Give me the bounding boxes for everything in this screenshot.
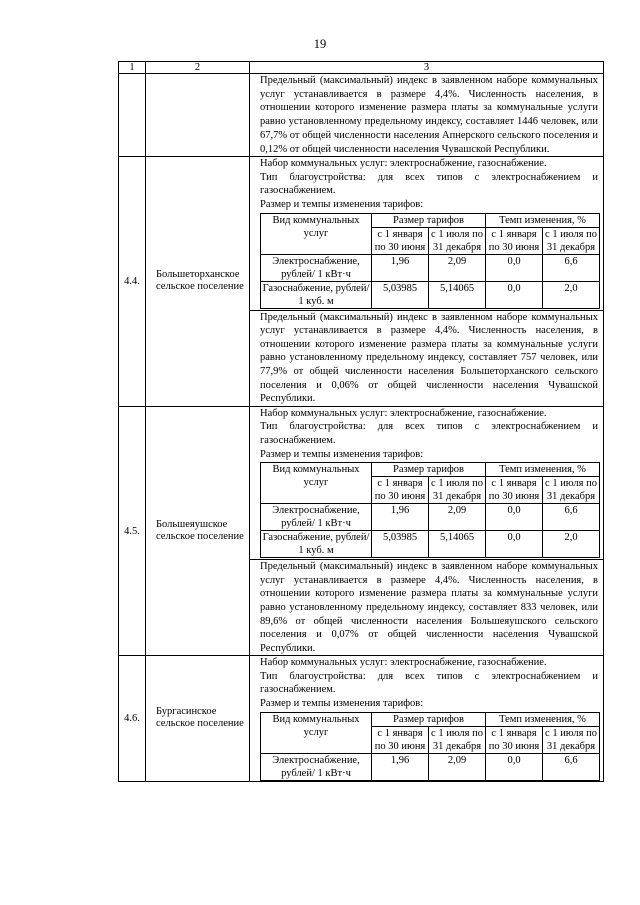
improvement-type-text: Тип благоустройства: для всех типов с электроснабжением и газоснабжением. (260, 670, 598, 696)
settlement-name: Большеяушское сельское поселение (146, 406, 250, 656)
rate-value: 0,0 (486, 504, 543, 531)
rates-table (260, 712, 600, 781)
rate-value: 0,0 (486, 531, 543, 558)
population-paragraph: Предельный (максимальный) индекс в заявленном наборе коммунальных услуг устанавливается в размере 4,4%. Численность населения, в отношении которого изменение размера платы за коммунальные услуги равно установленному предельному индексу, составляет 1446 человек, или 67,7% от общей численности населения Апнерского сельского поселения и 0,12% от общей численности населения Чувашской Республики. (260, 75, 598, 155)
rate-value: 6,6 (543, 504, 600, 531)
kind-header: Вид коммунальных услуг (261, 463, 372, 504)
section-number: 4.4. (119, 157, 146, 407)
tariff-value: 2,09 (429, 753, 486, 780)
rates-heading: Размер и темпы изменения тарифов: (260, 448, 424, 460)
continuation-row (119, 74, 604, 157)
rate-value: 2,0 (543, 281, 600, 308)
service-name: Электроснабжение, рублей/ 1 кВт·ч (261, 504, 372, 531)
period-header: с 1 июля по 31 декабря (543, 227, 600, 254)
period-header: с 1 июля по 31 декабря (543, 726, 600, 753)
services-set-text: Набор коммунальных услуг: электроснабжение, газоснабжение. (260, 657, 547, 669)
section-content (250, 157, 604, 407)
settlement-name: Бургасинское сельское поселение (146, 656, 250, 781)
tariff-value: 1,96 (372, 504, 429, 531)
header-row (119, 62, 604, 74)
rate-value: 2,0 (543, 531, 600, 558)
rate-value: 6,6 (543, 254, 600, 281)
period-header: с 1 января по 30 июня (486, 477, 543, 504)
rate-header: Темп изменения, % (486, 712, 600, 726)
services-set-text: Набор коммунальных услуг: электроснабжение, газоснабжение. (260, 158, 547, 170)
tariff-value: 1,96 (372, 753, 429, 780)
kind-header: Вид коммунальных услуг (261, 213, 372, 254)
table-row (261, 254, 600, 281)
services-set-text: Набор коммунальных услуг: электроснабжение, газоснабжение. (260, 407, 547, 419)
size-header: Размер тарифов (372, 463, 486, 477)
period-header: с 1 января по 30 июня (372, 477, 429, 504)
period-header: с 1 января по 30 июня (486, 726, 543, 753)
service-name: Газоснабжение, рублей/ 1 куб. м (261, 281, 372, 308)
service-name: Газоснабжение, рублей/ 1 куб. м (261, 531, 372, 558)
section-row (119, 406, 604, 656)
continuation-num (119, 74, 146, 157)
section-number: 4.6. (119, 656, 146, 781)
tariff-value: 5,14065 (429, 531, 486, 558)
table-row (261, 504, 600, 531)
tariff-table (118, 61, 604, 782)
kind-header: Вид коммунальных услуг (261, 712, 372, 753)
period-header: с 1 июля по 31 декабря (429, 227, 486, 254)
period-header: с 1 января по 30 июня (372, 726, 429, 753)
period-header: с 1 июля по 31 декабря (429, 726, 486, 753)
settlement-name: Большеторханское сельское поселение (146, 157, 250, 407)
service-name: Электроснабжение, рублей/ 1 кВт·ч (261, 753, 372, 780)
rate-value: 6,6 (543, 753, 600, 780)
population-paragraph: Предельный (максимальный) индекс в заявленном наборе коммунальных услуг устанавливается в размере 4,4%. Численность населения, в отношении которого изменение размера платы за коммунальные услуги равно установленному предельному индексу, составляет 757 человек, или 77,9% от общей численности населения Большеторханского сельского поселения и 0,06% от общей численности населения Чувашской Республики. (250, 310, 603, 406)
tariff-value: 2,09 (429, 504, 486, 531)
tariff-value: 5,03985 (372, 281, 429, 308)
section-content (250, 656, 604, 781)
header-col-3: 3 (250, 62, 604, 74)
header-col-1: 1 (119, 62, 146, 74)
section-number: 4.5. (119, 406, 146, 656)
period-header: с 1 июля по 31 декабря (543, 477, 600, 504)
header-col-2: 2 (146, 62, 250, 74)
size-header: Размер тарифов (372, 213, 486, 227)
table-row (261, 281, 600, 308)
section-row (119, 656, 604, 781)
rate-header: Темп изменения, % (486, 463, 600, 477)
table-row (261, 753, 600, 780)
tariff-value: 5,14065 (429, 281, 486, 308)
rate-header: Темп изменения, % (486, 213, 600, 227)
period-header: с 1 января по 30 июня (486, 227, 543, 254)
population-paragraph: Предельный (максимальный) индекс в заявленном наборе коммунальных услуг устанавливается в размере 4,4%. Численность населения, в отношении которого изменение размера платы за коммунальные услуги равно установленному предельному индексу, составляет 833 человек, или 89,6% от общей численности населения Большеяушского сельского поселения и 0,07% от общей численности населения Чувашской Республики. (250, 559, 603, 655)
tariff-value: 1,96 (372, 254, 429, 281)
rate-value: 0,0 (486, 254, 543, 281)
improvement-type-text: Тип благоустройства: для всех типов с электроснабжением и газоснабжением. (260, 171, 598, 197)
tariff-value: 2,09 (429, 254, 486, 281)
table-row (261, 531, 600, 558)
continuation-content (250, 74, 604, 157)
improvement-type-text: Тип благоустройства: для всех типов с электроснабжением и газоснабжением. (260, 421, 598, 446)
section-row (119, 157, 604, 407)
rates-table (260, 462, 600, 558)
rates-heading: Размер и темпы изменения тарифов: (260, 698, 424, 710)
rate-value: 0,0 (486, 281, 543, 308)
page-number: 19 (313, 37, 327, 51)
rates-heading: Размер и темпы изменения тарифов: (260, 199, 424, 210)
size-header: Размер тарифов (372, 712, 486, 726)
rate-value: 0,0 (486, 753, 543, 780)
section-content (250, 406, 604, 656)
tariff-value: 5,03985 (372, 531, 429, 558)
service-name: Электроснабжение, рублей/ 1 кВт·ч (261, 254, 372, 281)
period-header: с 1 июля по 31 декабря (429, 477, 486, 504)
continuation-name (146, 74, 250, 157)
period-header: с 1 января по 30 июня (372, 227, 429, 254)
rates-table (260, 213, 600, 309)
